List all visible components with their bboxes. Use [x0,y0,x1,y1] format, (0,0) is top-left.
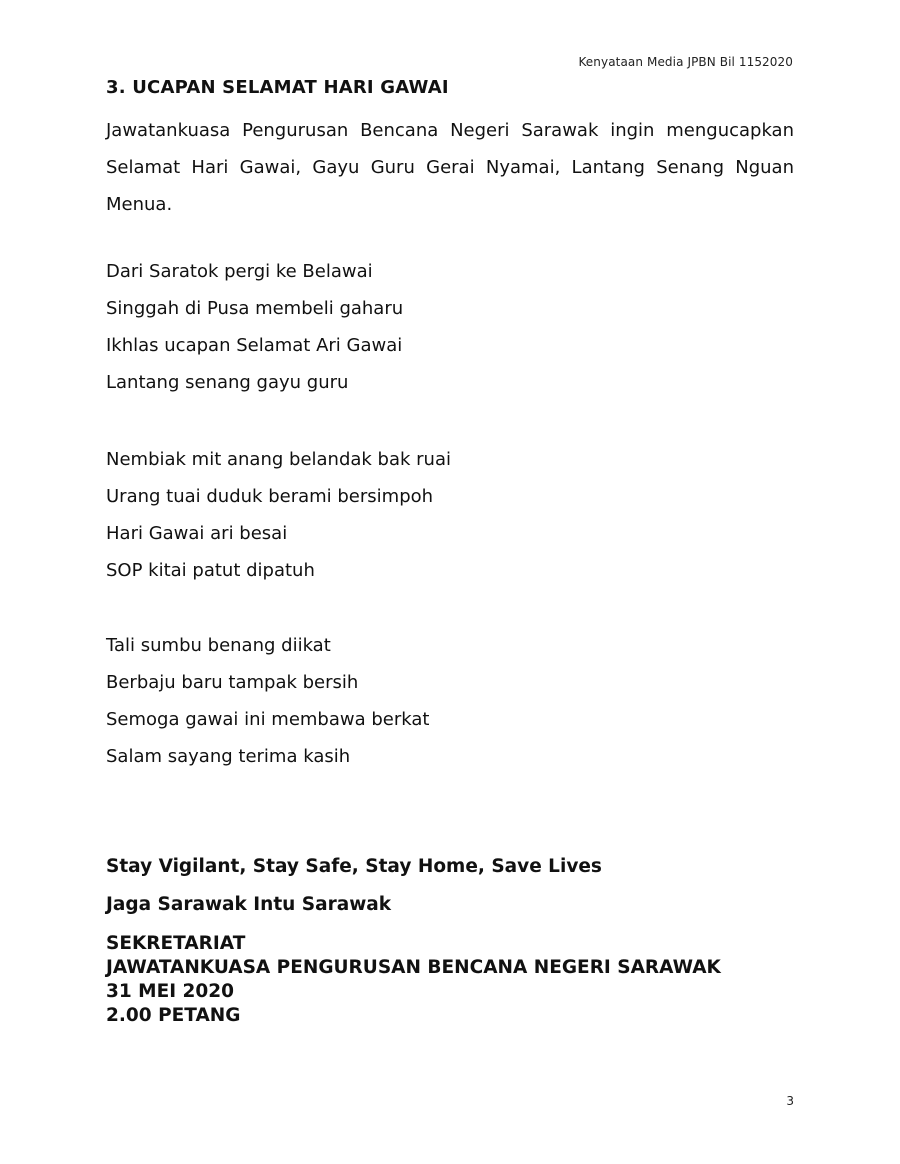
signoff-block [106,932,721,1028]
poem-line: Tali sumbu benang diikat [106,635,331,656]
slogan-jaga-sarawak: Jaga Sarawak Intu Sarawak [106,894,392,915]
page-number: 3 [786,1094,794,1108]
poem-line: Ikhlas ucapan Selamat Ari Gawai [106,335,403,356]
poem-line: Hari Gawai ari besai [106,523,288,544]
poem-line: Lantang senang gayu guru [106,372,349,393]
slogan-stay-vigilant: Stay Vigilant, Stay Safe, Stay Home, Save Lives [106,856,602,877]
signoff-date: 31 MEI 2020 [106,981,235,1002]
poem-line: Dari Saratok pergi ke Belawai [106,261,373,282]
poem-line: Nembiak mit anang belandak bak ruai [106,449,451,470]
intro-paragraph: Jawatankuasa Pengurusan Bencana Negeri Sarawak ingin mengucapkan Selamat Hari Gawai, Gayu Guru Gerai Nyamai, Lantang Senang Nguan Menua. [106,120,794,215]
poem-line: Berbaju baru tampak bersih [106,672,359,693]
section-heading: 3. UCAPAN SELAMAT HARI GAWAI [106,77,449,98]
poem-line: Urang tuai duduk berami bersimpoh [106,486,434,507]
poem-line: Semoga gawai ini membawa berkat [106,709,430,730]
poem-line: Singgah di Pusa membeli gaharu [106,298,404,319]
media-statement-reference: Kenyataan Media JPBN Bil 1152020 [578,55,793,69]
poem-line: Salam sayang terima kasih [106,746,351,767]
signoff-secretariat: SEKRETARIAT [106,933,246,954]
signoff-time: 2.00 PETANG [106,1005,241,1026]
poem-stanza-2 [106,441,451,589]
signoff-committee: JAWATANKUASA PENGURUSAN BENCANA NEGERI SARAWAK [106,957,721,978]
poem-stanza-3 [106,627,429,775]
poem-stanza-1 [106,253,403,401]
poem-line: SOP kitai patut dipatuh [106,560,315,581]
